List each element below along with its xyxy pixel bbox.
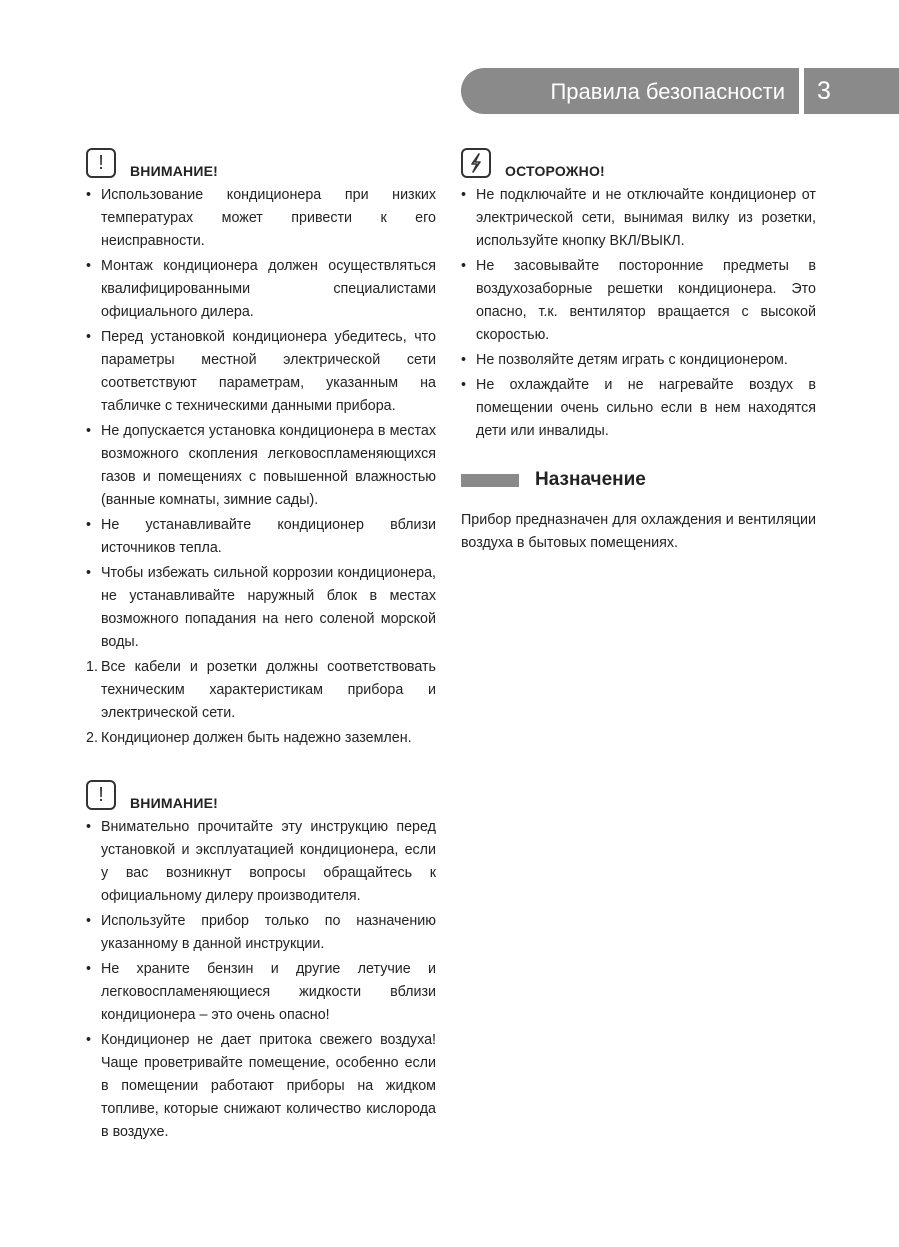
exclamation-icon: ! (86, 148, 116, 178)
bullet: • (86, 423, 92, 439)
list-item (461, 255, 816, 347)
list-item-text: Не позволяйте детям играть с кондиционером. (476, 352, 788, 368)
caution-title: ОСТОРОЖНО! (505, 163, 605, 179)
warning-heading (86, 780, 436, 814)
bullet: • (461, 258, 467, 274)
bullet: • (461, 352, 467, 368)
list-item-text: Не подключайте и не отключайте кондиционер от электрической сети, вынимая вилку из розетки, используйте кнопку ВКЛ/ВЫКЛ. (476, 187, 816, 249)
numbered-item-text: Кондиционер должен быть надежно заземлен. (101, 730, 412, 746)
list-item (86, 420, 436, 512)
warning-list (86, 816, 436, 1144)
numbered-item (86, 656, 436, 725)
bullet: • (86, 565, 92, 581)
list-item (461, 349, 816, 372)
bullet: • (86, 1032, 92, 1048)
list-item-text: Монтаж кондиционера должен осуществляться квалифицированными специалистами официального дилера. (101, 258, 436, 320)
warning-heading (86, 148, 436, 182)
bullet: • (86, 819, 92, 835)
caution-list (461, 184, 816, 443)
list-item (86, 562, 436, 654)
section-heading (461, 467, 816, 493)
list-item-text: Кондиционер не дает притока свежего воздуха! Чаще проветривайте помещение, особенно если в помещении работают приборы на жидком топливе, которые снижают количество кислорода в воздухе. (101, 1032, 436, 1140)
page-title: Правила безопасности (550, 79, 785, 104)
exclamation-icon: ! (86, 780, 116, 810)
list-item-text: Используйте прибор только по назначению указанному в данной инструкции. (101, 913, 436, 952)
list-item-text: Чтобы избежать сильной коррозии кондиционера, не устанавливайте наружный блок в местах возможного попадания на него соленой морской воды. (101, 565, 436, 650)
numbered-list (86, 656, 436, 750)
list-item-text: Использование кондиционера при низких температурах может привести к его неисправности. (101, 187, 436, 249)
section-title: Назначение (535, 469, 646, 490)
bullet: • (86, 517, 92, 533)
caution-heading (461, 148, 816, 182)
bullet: • (86, 913, 92, 929)
left-column (86, 148, 436, 1146)
list-item (461, 374, 816, 443)
list-item (86, 958, 436, 1027)
bullet: • (461, 187, 467, 203)
list-item-text: Не храните бензин и другие летучие и легковоспламеняющиеся жидкости вблизи кондиционера – это очень опасно! (101, 961, 436, 1023)
list-item (86, 816, 436, 908)
warning-list (86, 184, 436, 654)
warning-title: ВНИМАНИЕ! (130, 163, 219, 179)
bullet: • (86, 329, 92, 345)
list-item (86, 326, 436, 418)
list-item-text: Внимательно прочитайте эту инструкцию перед установкой и эксплуатацией кондиционера, если у вас возникнут вопросы обращайтесь к официальному дилеру производителя. (101, 819, 436, 904)
list-item-text: Не устанавливайте кондиционер вблизи источников тепла. (101, 517, 436, 556)
list-item (86, 910, 436, 956)
list-item (86, 1029, 436, 1144)
item-number: 1. (86, 659, 98, 675)
section-marker (461, 474, 519, 487)
bullet: • (461, 377, 467, 393)
list-item-text: Не охлаждайте и не нагревайте воздух в помещении очень сильно если в нем находятся дети или инвалиды. (476, 377, 816, 439)
list-item (461, 184, 816, 253)
numbered-item-text: Все кабели и розетки должны соответствовать техническим характеристикам прибора и электрической сети. (101, 659, 436, 721)
warning-title: ВНИМАНИЕ! (130, 795, 219, 811)
bullet: • (86, 258, 92, 274)
list-item-text: Не засовывайте посторонние предметы в воздухозаборные решетки кондиционера. Это опасно, т.к. вентилятор вращается с высокой скоростью. (476, 258, 816, 343)
list-item-text: Перед установкой кондиционера убедитесь, что параметры местной электрической сети соответствуют параметрам, указанным на табличке с техническими данными прибора. (101, 329, 436, 414)
list-item (86, 514, 436, 560)
numbered-item (86, 727, 436, 750)
page-number: 3 (817, 77, 831, 105)
electric-shock-icon (461, 148, 491, 178)
page-header (461, 68, 899, 114)
right-column (461, 148, 816, 555)
list-item (86, 255, 436, 324)
list-item-text: Не допускается установка кондиционера в местах возможного скопления легковоспламеняющихся газов и помещениях с повышенной влажностью (ванные комнаты, зимние сады). (101, 423, 436, 508)
bullet: • (86, 961, 92, 977)
list-item (86, 184, 436, 253)
section-text: Прибор предназначен для охлаждения и вентиляции воздуха в бытовых помещениях. (461, 512, 816, 551)
bullet: • (86, 187, 92, 203)
item-number: 2. (86, 730, 98, 746)
